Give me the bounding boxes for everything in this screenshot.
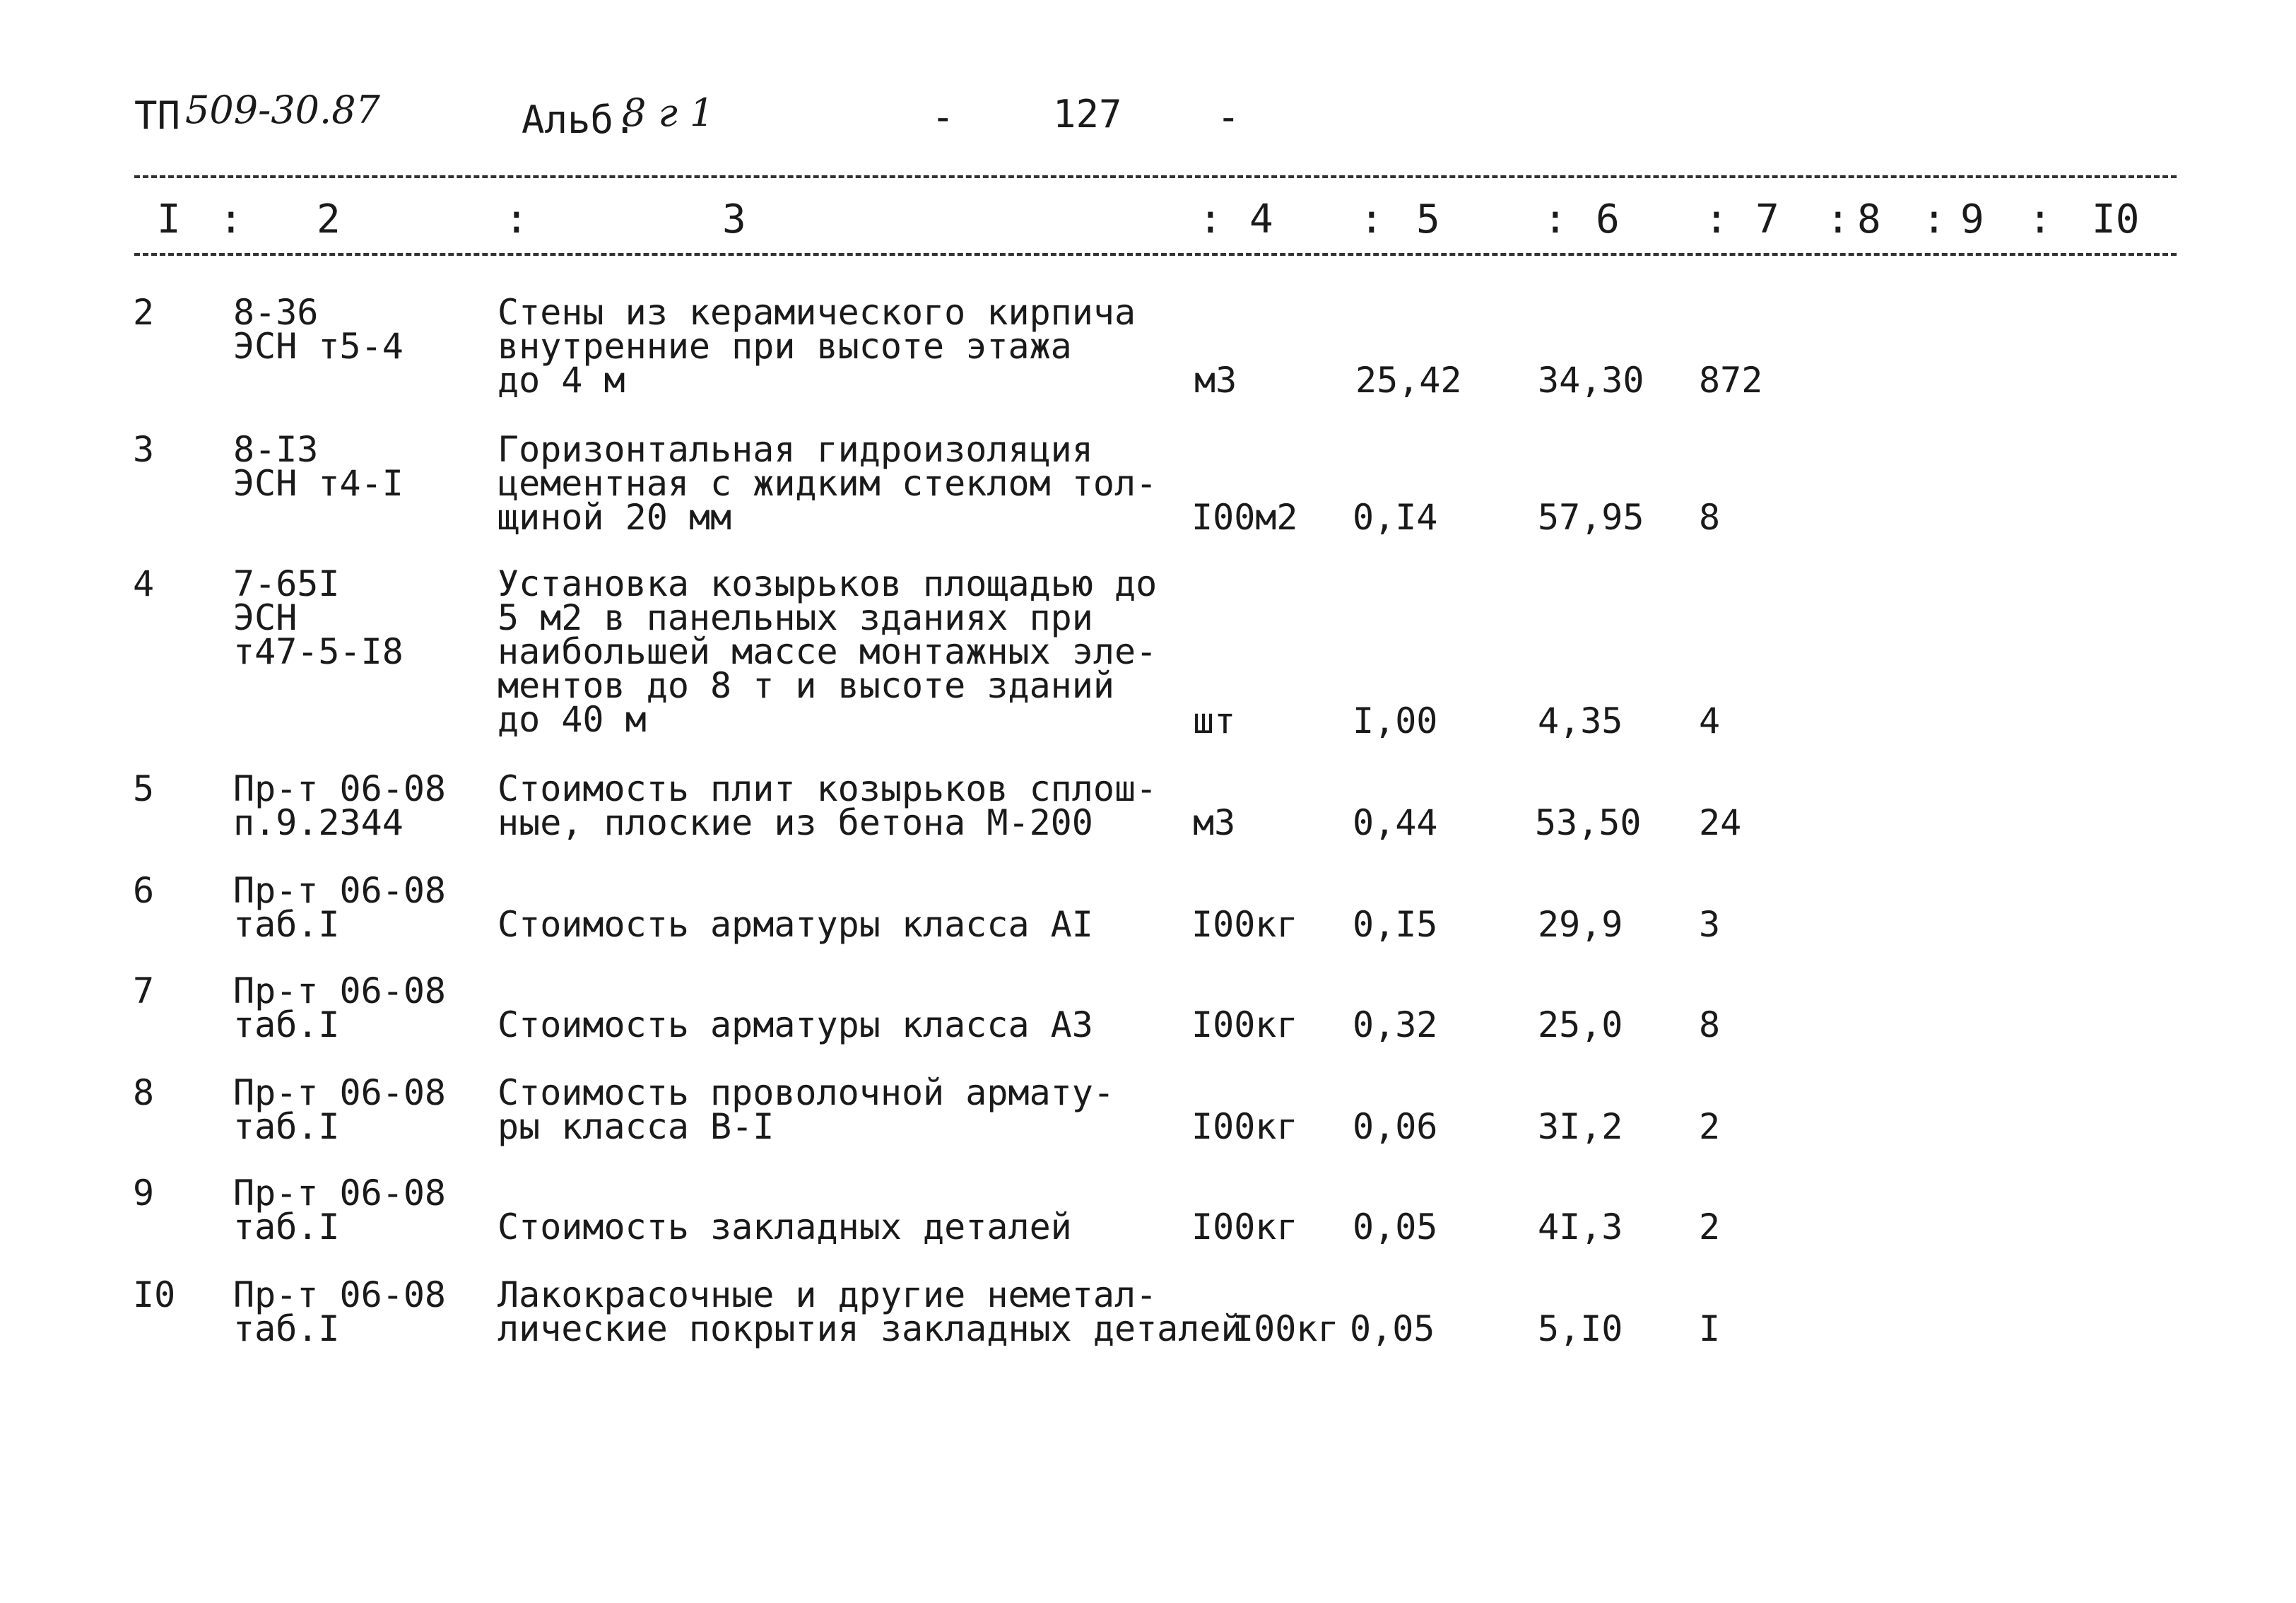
- total-cost: 872: [1699, 360, 1763, 401]
- column-header-9: 9: [1960, 196, 1984, 242]
- unit-price: 34,30: [1538, 360, 1644, 401]
- column-header-7: 7: [1755, 196, 1779, 242]
- doc-code-prefix: ТП: [134, 93, 181, 138]
- row-number: 8: [133, 1072, 155, 1113]
- total-cost: 24: [1699, 802, 1742, 843]
- unit: I00кг: [1191, 904, 1298, 945]
- norm-code: 8-I3 ЭСН т4-I: [233, 429, 404, 504]
- norm-code: Пр-т 06-08 таб.I: [233, 970, 447, 1045]
- total-cost: 2: [1699, 1106, 1721, 1147]
- row-number: 3: [133, 429, 155, 470]
- quantity: 0,06: [1353, 1106, 1438, 1147]
- work-description: Стоимость плит козырьков сплош- ные, плоские из бетона М-200: [498, 768, 1158, 843]
- album-handwritten: 8 г 1: [622, 90, 714, 135]
- quantity: 0,I5: [1353, 904, 1438, 945]
- column-separator: :: [1360, 196, 1384, 242]
- unit-price: 53,50: [1535, 802, 1642, 843]
- column-separator: :: [2028, 196, 2052, 242]
- row-number: 4: [133, 563, 155, 604]
- column-header-4: 4: [1249, 196, 1273, 242]
- page-dash-right: -: [1217, 95, 1240, 139]
- page-number: 127: [1053, 92, 1122, 136]
- unit: I00кг: [1191, 1106, 1298, 1147]
- work-description: Стоимость проволочной армату- ры класса В-I: [498, 1072, 1114, 1147]
- norm-code: Пр-т 06-08 таб.I: [233, 870, 447, 945]
- column-header-8: 8: [1857, 196, 1881, 242]
- row-number: 6: [133, 870, 155, 911]
- unit-price: 25,0: [1538, 1004, 1623, 1045]
- header-bottom-rule: [134, 253, 2177, 256]
- work-description: Лакокрасочные и другие неметал- лические покрытия закладных деталей: [498, 1274, 1242, 1349]
- unit: I00кг: [1191, 1004, 1298, 1045]
- column-separator: :: [1826, 196, 1850, 242]
- total-cost: I: [1699, 1308, 1721, 1349]
- total-cost: 2: [1699, 1206, 1721, 1247]
- work-description: Установка козырьков площадью до 5 м2 в панельных зданиях при наибольшей массе монтажных эле- ментов до 8 т и высоте зданий до 40 м: [498, 563, 1158, 740]
- work-description: Стоимость арматуры класса АI: [498, 904, 1093, 945]
- unit-price: 57,95: [1538, 497, 1644, 538]
- norm-code: Пр-т 06-08 таб.I: [233, 1072, 447, 1147]
- column-separator: :: [1543, 196, 1567, 242]
- album-prefix: Альб.: [522, 98, 637, 142]
- row-number: 7: [133, 970, 155, 1011]
- column-header-6: 6: [1596, 196, 1620, 242]
- unit: I00кг: [1191, 1206, 1298, 1247]
- column-separator: :: [1199, 196, 1223, 242]
- quantity: 0,44: [1353, 802, 1438, 843]
- quantity: 25,42: [1355, 360, 1462, 401]
- row-number: 2: [133, 292, 155, 333]
- quantity: 0,05: [1350, 1308, 1435, 1349]
- column-separator: :: [505, 196, 529, 242]
- column-separator: :: [1922, 196, 1946, 242]
- unit-price: 5,I0: [1538, 1308, 1623, 1349]
- total-cost: 3: [1699, 904, 1721, 945]
- unit-price: 4I,3: [1538, 1206, 1623, 1247]
- unit-price: 4,35: [1538, 700, 1623, 741]
- norm-code: Пр-т 06-08 п.9.2344: [233, 768, 447, 843]
- total-cost: 8: [1699, 497, 1721, 538]
- quantity: 0,05: [1353, 1206, 1438, 1247]
- unit: шт: [1193, 700, 1236, 741]
- row-number: 9: [133, 1173, 155, 1214]
- row-number: I0: [133, 1274, 176, 1315]
- column-separator: :: [1705, 196, 1729, 242]
- page-dash-left: -: [931, 95, 955, 139]
- unit: м3: [1194, 360, 1237, 401]
- doc-code-handwritten: 509-30.87: [185, 88, 380, 132]
- quantity: 0,I4: [1353, 497, 1438, 538]
- quantity: I,00: [1353, 700, 1438, 741]
- norm-code: 7-65I ЭСН т47-5-I8: [233, 563, 404, 672]
- total-cost: 8: [1699, 1004, 1721, 1045]
- work-description: Горизонтальная гидроизоляция цементная с жидким стеклом тол- щиной 20 мм: [498, 429, 1158, 538]
- work-description: Стоимость закладных деталей: [498, 1206, 1072, 1247]
- column-header-10: I0: [2092, 196, 2140, 242]
- unit: м3: [1193, 802, 1236, 843]
- unit-price: 29,9: [1538, 904, 1623, 945]
- column-separator: :: [219, 196, 243, 242]
- column-header-3: 3: [722, 196, 746, 242]
- column-header-2: 2: [317, 196, 341, 242]
- work-description: Стоимость арматуры класса А3: [498, 1004, 1093, 1045]
- norm-code: Пр-т 06-08 таб.I: [233, 1274, 447, 1349]
- norm-code: 8-36 ЭСН т5-4: [233, 292, 404, 367]
- header-top-rule: [134, 175, 2177, 178]
- column-header-5: 5: [1416, 196, 1440, 242]
- total-cost: 4: [1699, 700, 1721, 741]
- row-number: 5: [133, 768, 155, 809]
- unit-price: 3I,2: [1538, 1106, 1623, 1147]
- quantity: 0,32: [1353, 1004, 1438, 1045]
- unit: I00м2: [1191, 497, 1298, 538]
- work-description: Стены из керамического кирпича внутренние при высоте этажа до 4 м: [498, 292, 1136, 401]
- column-header-1: I: [157, 196, 181, 242]
- norm-code: Пр-т 06-08 таб.I: [233, 1173, 447, 1247]
- unit: I00кг: [1232, 1308, 1339, 1349]
